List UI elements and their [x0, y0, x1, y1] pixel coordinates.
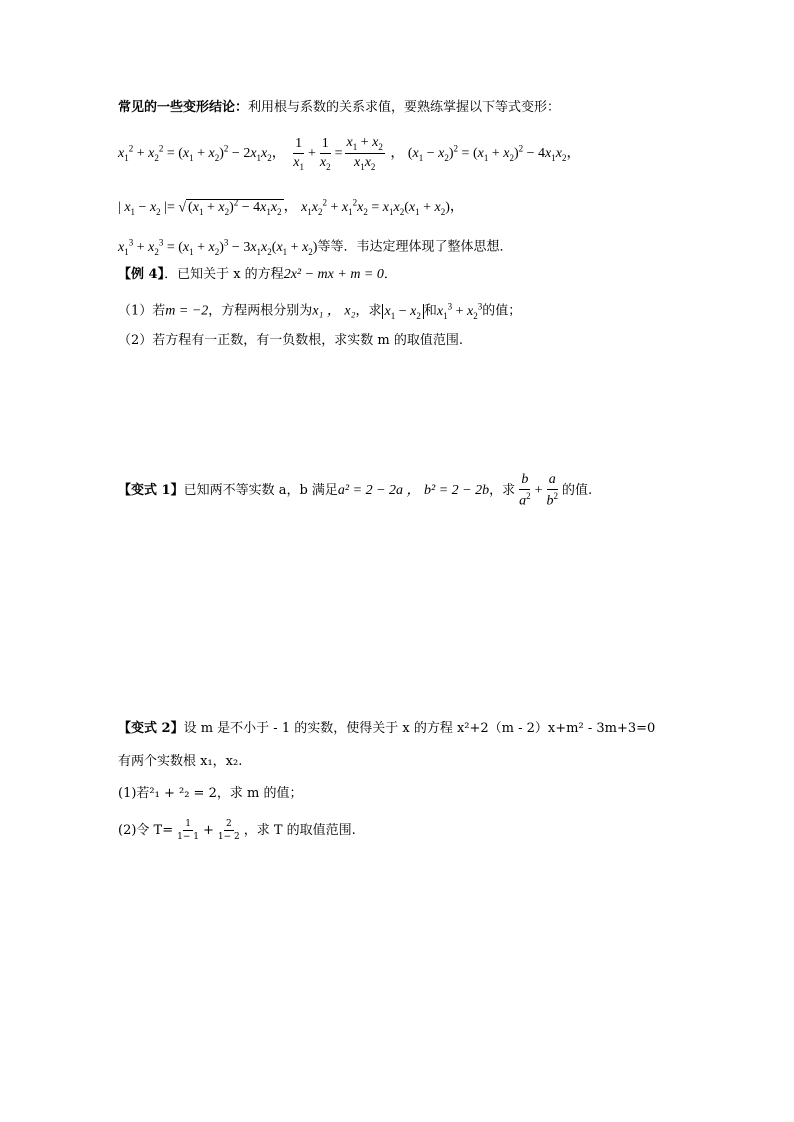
v2-q2-fraction-1: $\frac{1}{1- 1}$ — [177, 818, 199, 842]
variant-2-question-2: (2)令 T= $\frac{1}{1- 1}$ + $\frac{2}{1- 2}$ ，求 T 的取值范围. — [118, 818, 356, 842]
variant-1 — [118, 472, 592, 510]
q1-mid: ，方程两根分别为 — [208, 303, 313, 319]
variant-1-expression: $\frac{b}{a^2}$ + $\frac{a}{b^2}$ — [519, 472, 559, 509]
variant-1-text: 已知两不等实数 a，b 满足 — [183, 483, 338, 499]
v2-q2-end: ，求 T 的取值范围. — [243, 823, 356, 838]
q1-roots: x₁ ， x₂ — [312, 303, 356, 319]
formula-abs-diff: | $x_1 - x_2$ |= √ $(x_1 + x_2)^2 - 4x_1x_2$ — [118, 197, 282, 218]
separator: ， — [449, 199, 464, 215]
variant-2-line-1 — [118, 719, 655, 739]
variant-1-label: 【变式 1】 — [118, 483, 184, 499]
formula-sum-cubes: $x_1^3 + x_2^3 = (x_1 + x_2)^3 - 3x_1x_2(x_1 + x_2)$ — [118, 237, 318, 257]
q1-prefix: （1）若 — [118, 303, 166, 319]
example-4-title — [118, 265, 397, 285]
formula-diff-square: $(x_1 - x_2)^2 = (x_1 + x_2)^2 - 4x_1x_2$ — [407, 143, 567, 163]
v2-q2-prefix: (2)令 T= — [118, 823, 174, 838]
variant-2-label: 【变式 2】 — [118, 721, 184, 736]
variant-2-line-2: 有两个实数根 x₁，x₂. — [118, 754, 243, 769]
q1-ask: ，求 — [355, 303, 382, 319]
separator: ， — [566, 145, 581, 161]
example-4-period: ． — [383, 267, 397, 282]
q1-cube-expression: $x_1^3 + x_2^3$ — [436, 301, 483, 321]
variant-1-end: 的值. — [562, 483, 593, 499]
variant-1-condition: a² = 2 − 2a ， b² = 2 − 2b — [337, 483, 490, 499]
example-4-label: 【例 4】 — [118, 267, 165, 282]
intro-heading: 常见的一些变形结论： — [118, 100, 249, 115]
example-4-text: ．已知关于 x 的方程 — [164, 267, 284, 282]
formula-sum-squares: $x_1^2 + x_2^2 = (x_1 + x_2)^2 - 2x_1x_2$ — [118, 143, 272, 163]
q1-abs-expression: $x_1 - x_2$ — [382, 304, 424, 319]
formula-mixed-product: $x_1x_2^2 + x_1^2x_2 = x_1x_2(x_1 + x_2)$ — [301, 197, 450, 217]
v2-q2-fraction-2: $\frac{2}{1- 2}$ — [217, 818, 240, 842]
separator: ， — [271, 145, 286, 161]
formula-reciprocal-sum: $\frac{1}{x_1}$ + $\frac{1}{x_2}$ = $\frac{x_1 + x_2}{x_1x_2}$ — [293, 135, 383, 172]
formula-row-1 — [118, 135, 580, 172]
v2-q1-prefix: (1)若 — [118, 786, 150, 801]
example-4-question-2: （2）若方程有一正数，有一负数根，求实数 m 的取值范围. — [118, 333, 463, 348]
formula-row-3-tail: 等等．韦达定理体现了整体思想． — [317, 239, 513, 255]
q1-end: 的值； — [482, 303, 522, 319]
separator: ， — [283, 199, 298, 215]
intro-line — [118, 98, 560, 118]
variant-1-ask: ，求 — [489, 483, 516, 499]
v2-q1-expression: ²₁ + ²₂ = 2 — [149, 786, 217, 801]
q1-and: 和 — [423, 303, 437, 319]
example-4-equation: 2x² − mx + m = 0 — [283, 267, 384, 282]
formula-row-2 — [118, 190, 464, 224]
example-4-question-1 — [118, 296, 521, 325]
q1-condition: m = −2 — [165, 303, 209, 319]
formula-row-3 — [118, 232, 512, 261]
intro-text: 利用根与系数的关系求值，要熟练掌握以下等式变形： — [248, 100, 561, 115]
variant-2-question-1 — [118, 784, 302, 804]
v2-q1-end: ，求 m 的值； — [216, 786, 303, 801]
variant-2-text: 设 m 是不小于 - 1 的实数，使得关于 x 的方程 x²+2（m - 2）x+m² - 3m+3=0 — [183, 721, 656, 736]
separator: ， — [390, 145, 405, 161]
